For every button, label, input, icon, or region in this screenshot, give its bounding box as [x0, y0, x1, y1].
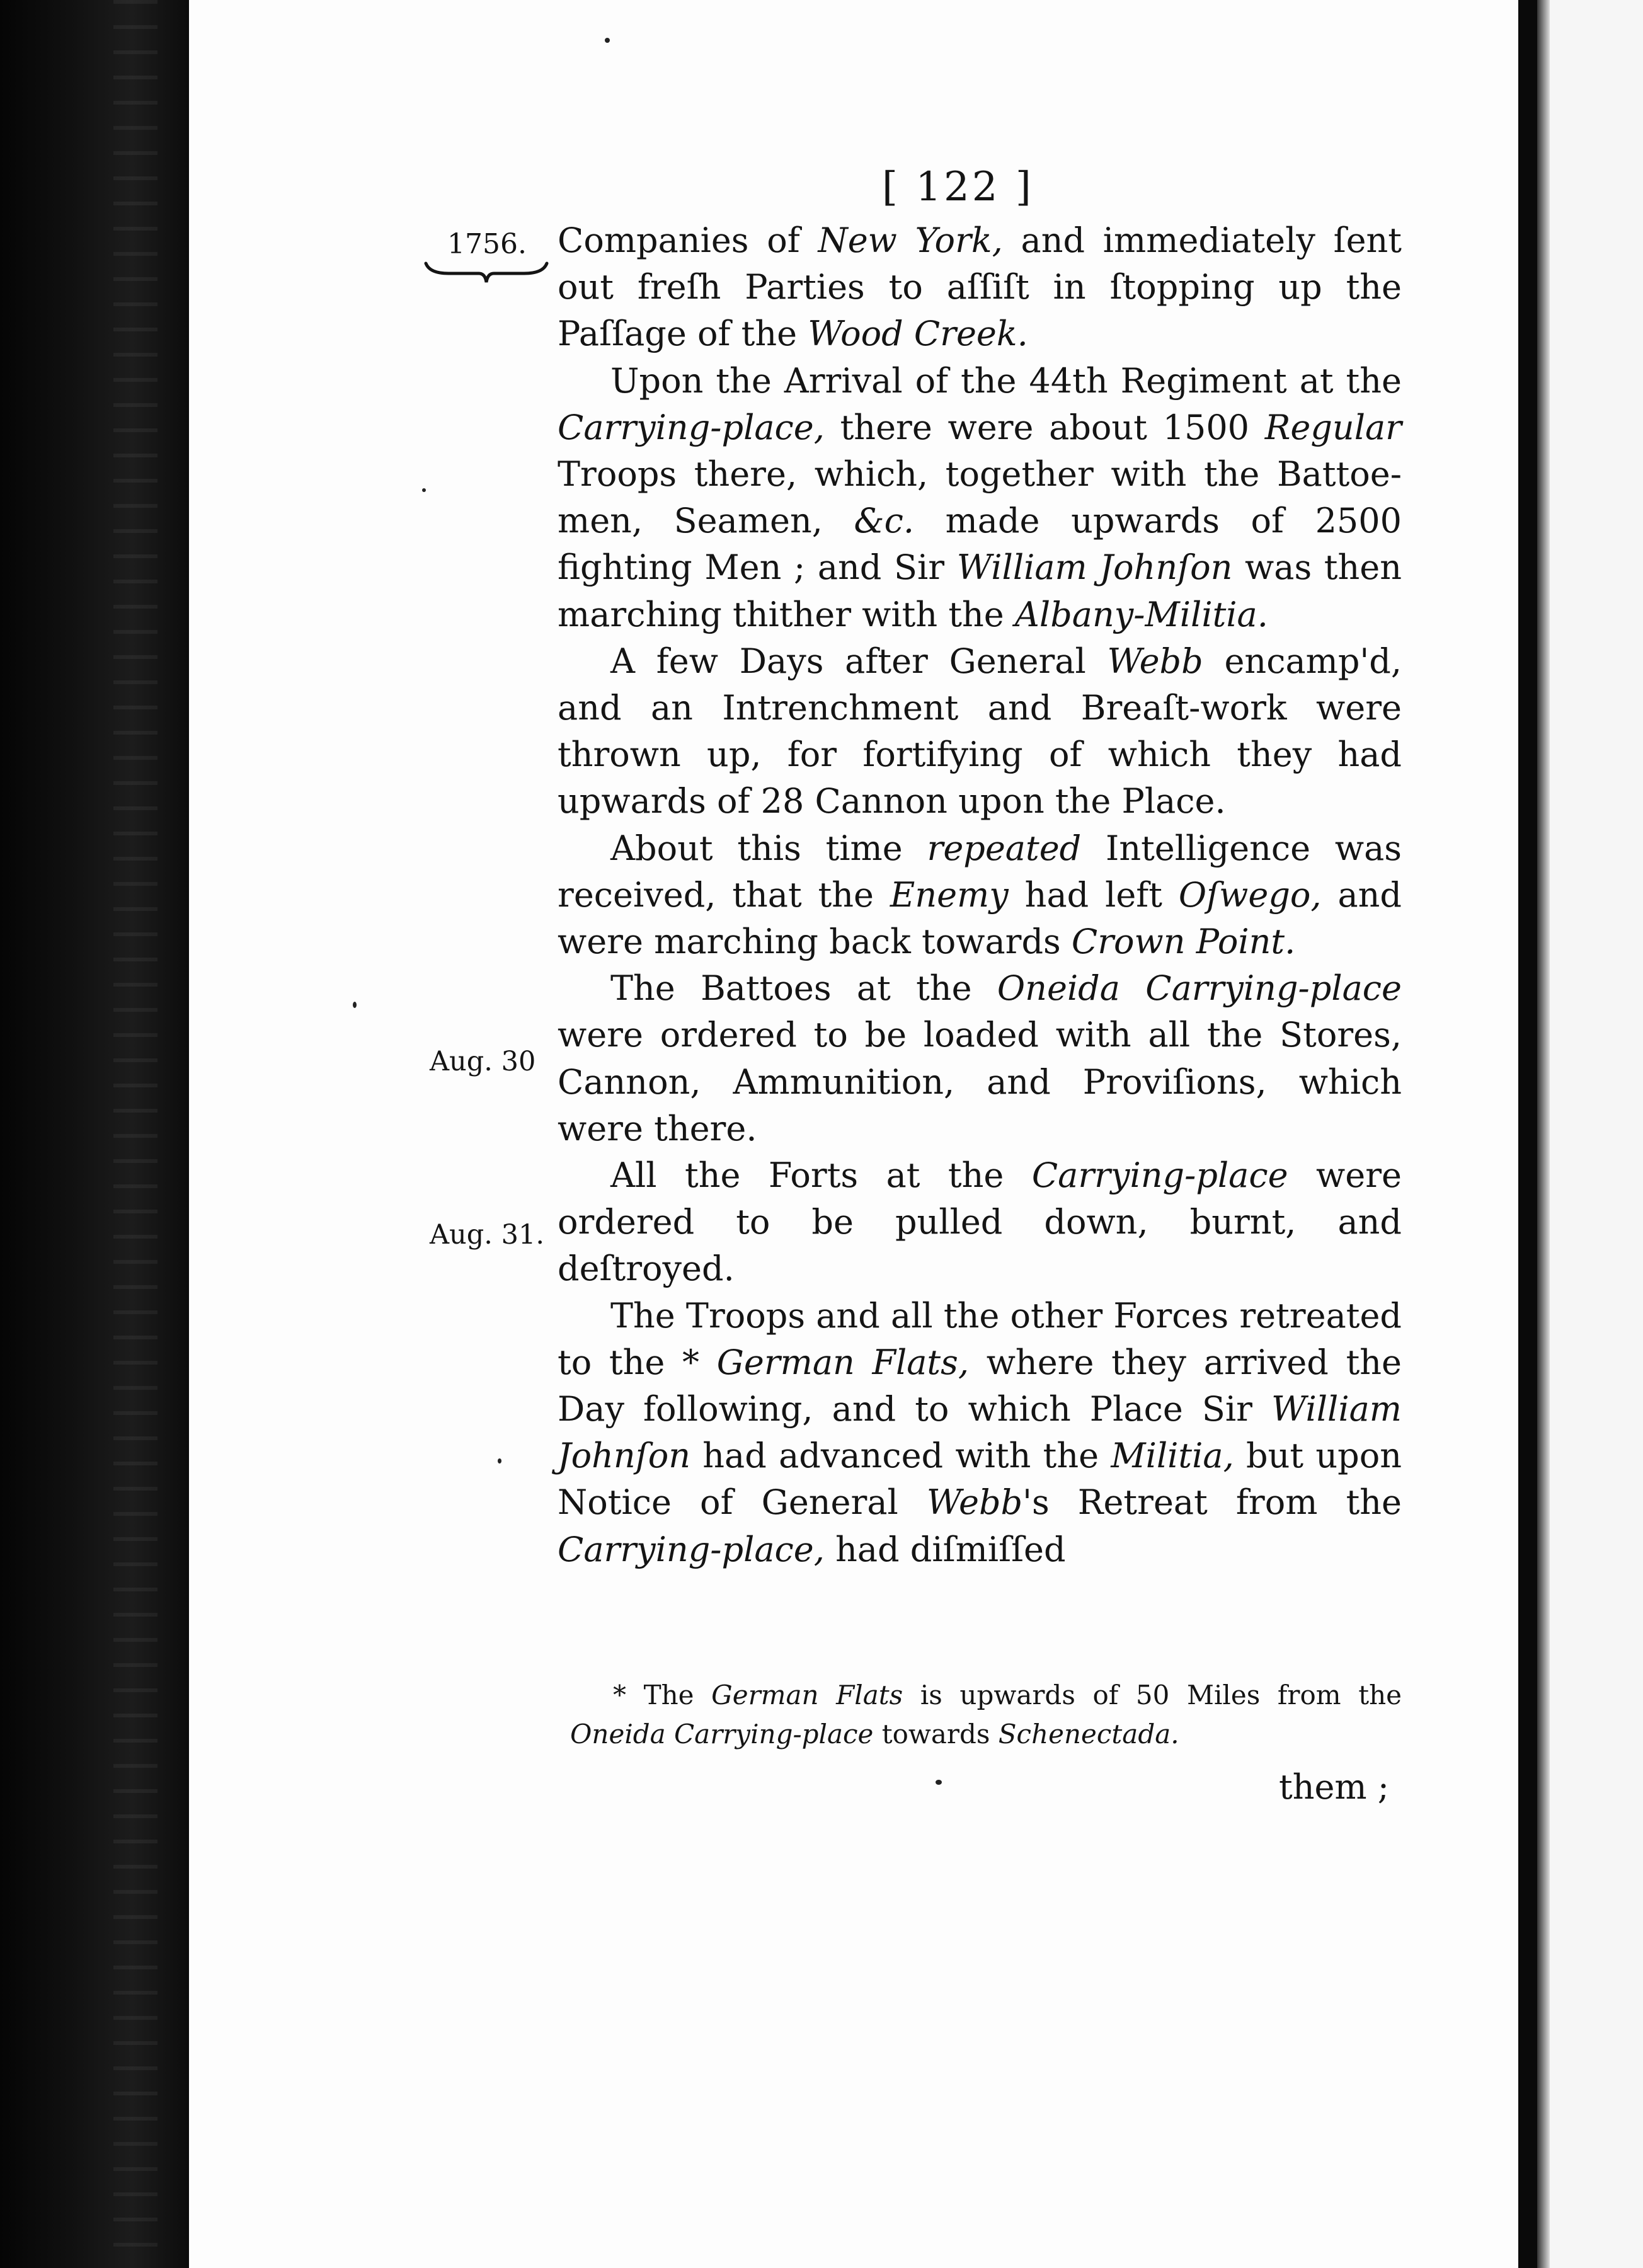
margin-date-aug-31: Aug. 31. [430, 1219, 544, 1251]
next-page-edge [1537, 0, 1643, 2268]
paragraph-6: All the Forts at the Carrying-place were ordered to be pulled down, burnt, and deſtroyed. [558, 1155, 1402, 1289]
paragraph-1: Companies of New York, and immediately ſent out freſh Parties to aſſiſt in ſtopping up the Paſſage of the Wood Creek. [558, 220, 1402, 354]
paper-speck [605, 38, 610, 43]
body-text [558, 217, 1402, 1573]
year-marginal: 1756. [447, 228, 527, 260]
binding-gutter [0, 0, 189, 2268]
paragraph-2: Upon the Arrival of the 44th Regiment at the Carrying-place, there were about 1500 Regular Troops there, which, together with the Battoe-men, Seamen, &c. made upwards of 2500 fighting Men ; and Sir William Johnſon was then marching thither with the Albany-Militia. [558, 360, 1402, 634]
paragraph-4: About this time repeated Intelligence was received, that the Enemy had left Oſwego, and were marching back towards Crown Point. [558, 828, 1402, 962]
margin-date-aug-30: Aug. 30 [430, 1046, 536, 1077]
paragraph-3: A few Days after General Webb encamp'd, and an Intrenchment and Breaſt-work were thrown up, for fortifying of which they had upwards of 28 Cannon upon the Place. [558, 641, 1402, 822]
paper-speck [353, 1002, 357, 1008]
footnote: * The German Flats is upwards of 50 Miles from the Oneida Carrying-place towards Schenectada. [570, 1680, 1402, 1750]
page-number: [ 122 ] [882, 164, 1034, 210]
brace-ornament [423, 260, 549, 286]
paper-speck [936, 1780, 942, 1785]
paragraph-7: The Troops and all the other Forces retreated to the * German Flats, where they arrived the Day following, and to which Place Sir William Johnſon had advanced with the Militia, but upon Notice of General Webb's Retreat from the Carrying-place, had diſmiſſed [558, 1295, 1402, 1569]
catchword: them ; [1279, 1767, 1389, 1807]
paper-speck [498, 1458, 501, 1463]
paper-speck [422, 488, 426, 492]
paragraph-5: The Battoes at the Oneida Carrying-place were ordered to be loaded with all the Stores, Cannon, Ammunition, and Proviſions, which were there. [558, 968, 1402, 1148]
fold-shadow [1518, 0, 1537, 2268]
